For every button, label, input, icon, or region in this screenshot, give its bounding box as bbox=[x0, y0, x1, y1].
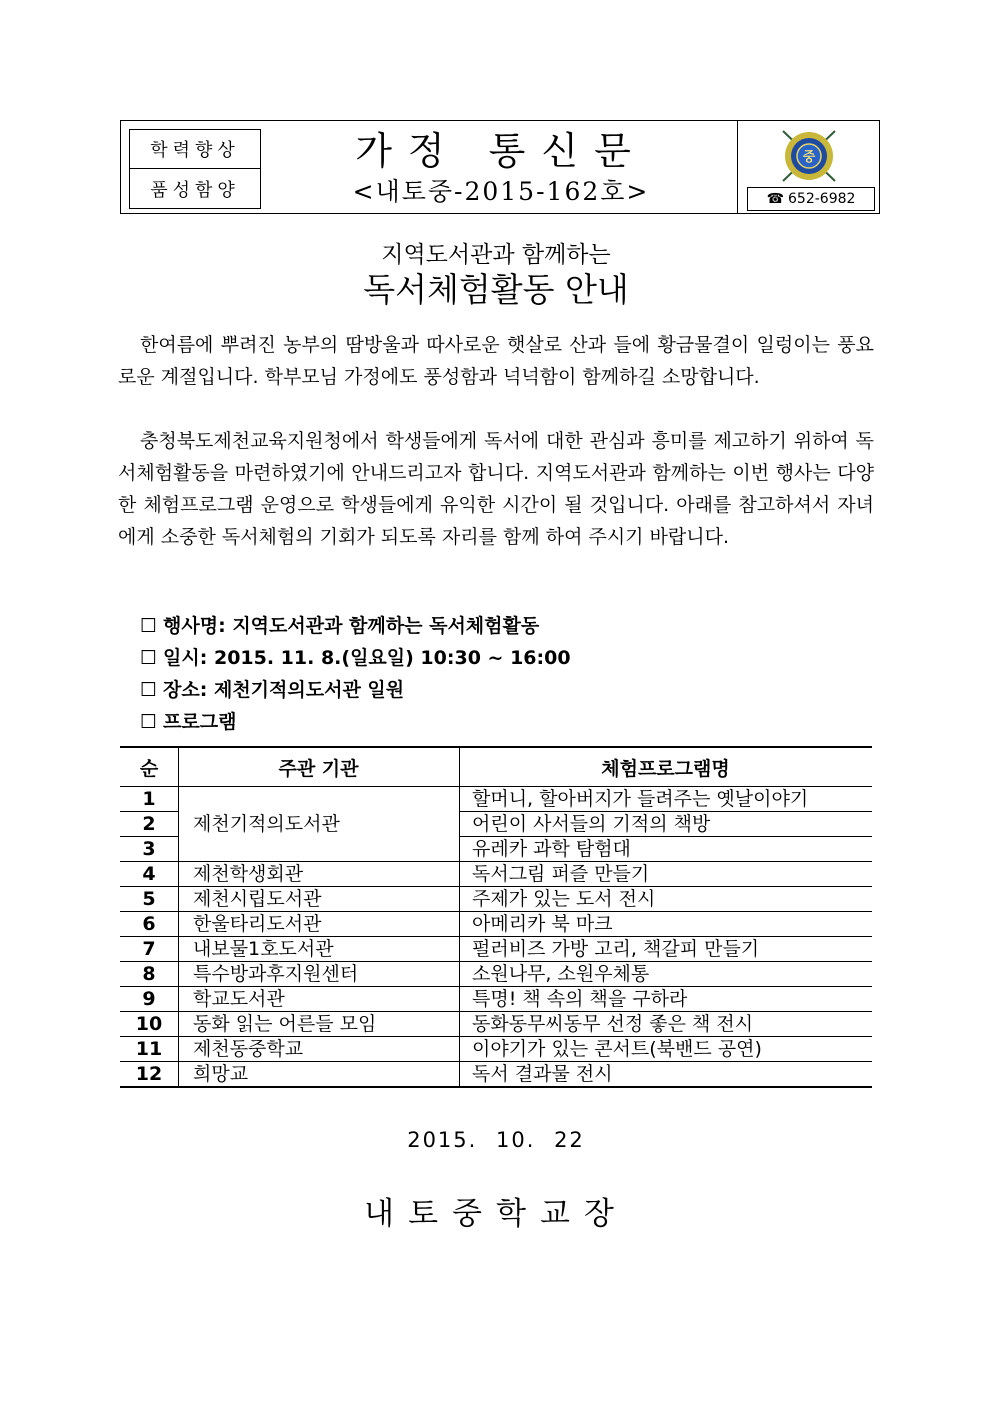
col-header-program: 체험프로그램명 bbox=[460, 747, 873, 787]
motto-top: 학력향상 bbox=[130, 130, 260, 169]
header-divider bbox=[737, 121, 738, 213]
org-cell-merged: 제천기적의도서관 bbox=[179, 787, 460, 862]
school-emblem-icon bbox=[777, 127, 841, 185]
issue-number: <내토중-2015-162호> bbox=[352, 177, 650, 206]
table-row: 10 동화 읽는 어른들 모임 동화동무씨동무 선정 좋은 책 전시 bbox=[120, 1012, 872, 1037]
table-row: 1 제천기적의도서관 할머니, 할아버지가 들려주는 옛날이야기 bbox=[120, 787, 872, 812]
svg-text:중: 중 bbox=[802, 150, 816, 165]
table-row: 5 제천시립도서관 주제가 있는 도서 전시 bbox=[120, 887, 872, 912]
newsletter-header bbox=[120, 120, 880, 214]
table-row: 4 제천학생회관 독서그림 퍼즐 만들기 bbox=[120, 862, 872, 887]
checkbox-icon: ☐ bbox=[140, 679, 158, 701]
subtitle-line2: 독서체험활동 안내 bbox=[363, 270, 629, 309]
table-header-row bbox=[120, 747, 872, 787]
paragraph-event-intro: 충청북도제천교육지원청에서 학생들에게 독서에 대한 관심과 흥미를 제고하기 위하여 독서체험활동을 마련하였기에 안내드리고자 합니다. 지역도서관과 함께하는 이번 행사는 다양한 체험프로그램 운영으로 학생들에게 유익한 시간이 될 것입니다. 아래를 참고하셔서 자녀에게 소중한 독서체험의 기회가 되도록 자리를 함께 하여 주시기 바랍니다. bbox=[118, 430, 874, 548]
col-header-no: 순 bbox=[120, 747, 179, 787]
principal-signature: 내토중학교장 bbox=[364, 1196, 628, 1232]
motto-bottom: 품성함양 bbox=[150, 179, 240, 201]
phone-icon: ☎ bbox=[766, 191, 785, 207]
school-motto-box bbox=[129, 129, 261, 209]
newsletter-title: 가정 통신문 bbox=[355, 129, 647, 173]
detail-place: ☐ 장소: 제천기적의도서관 일원 bbox=[140, 679, 405, 701]
table-row: 2 어린이 사서들의 기적의 책방 bbox=[120, 812, 872, 837]
subtitle-line1: 지역도서관과 함께하는 bbox=[381, 242, 611, 268]
table-row: 6 한울타리도서관 아메리카 북 마크 bbox=[120, 912, 872, 937]
table-row: 3 유레카 과학 탐험대 bbox=[120, 837, 872, 862]
table-row: 12 희망교 독서 결과물 전시 bbox=[120, 1062, 872, 1088]
col-header-org: 주관 기관 bbox=[179, 747, 460, 787]
program-table bbox=[120, 746, 872, 1088]
detail-event-name: ☐ 행사명: 지역도서관과 함께하는 독서체험활동 bbox=[140, 615, 540, 637]
table-row: 8 특수방과후지원센터 소원나무, 소원우체통 bbox=[120, 962, 872, 987]
checkbox-icon: ☐ bbox=[140, 615, 158, 637]
issue-date: 2015. 10. 22 bbox=[407, 1128, 585, 1152]
checkbox-icon: ☐ bbox=[140, 711, 158, 733]
checkbox-icon: ☐ bbox=[140, 647, 158, 669]
table-row: 7 내보물1호도서관 펄러비즈 가방 고리, 책갈피 만들기 bbox=[120, 937, 872, 962]
table-row: 9 학교도서관 특명! 책 속의 책을 구하라 bbox=[120, 987, 872, 1012]
table-row: 11 제천동중학교 이야기가 있는 콘서트(북밴드 공연) bbox=[120, 1037, 872, 1062]
phone-number: 652-6982 bbox=[788, 191, 856, 207]
detail-datetime: ☐ 일시: 2015. 11. 8.(일요일) 10:30 ~ 16:00 bbox=[140, 647, 571, 669]
paragraph-greeting: 한여름에 뿌려진 농부의 땀방울과 따사로운 햇살로 산과 들에 황금물결이 일렁이는 풍요로운 계절입니다. 학부모님 가정에도 풍성함과 넉넉함이 함께하길 소망합니다. bbox=[118, 334, 874, 388]
detail-program: ☐ 프로그램 bbox=[140, 711, 237, 733]
phone-number-box bbox=[747, 187, 875, 211]
